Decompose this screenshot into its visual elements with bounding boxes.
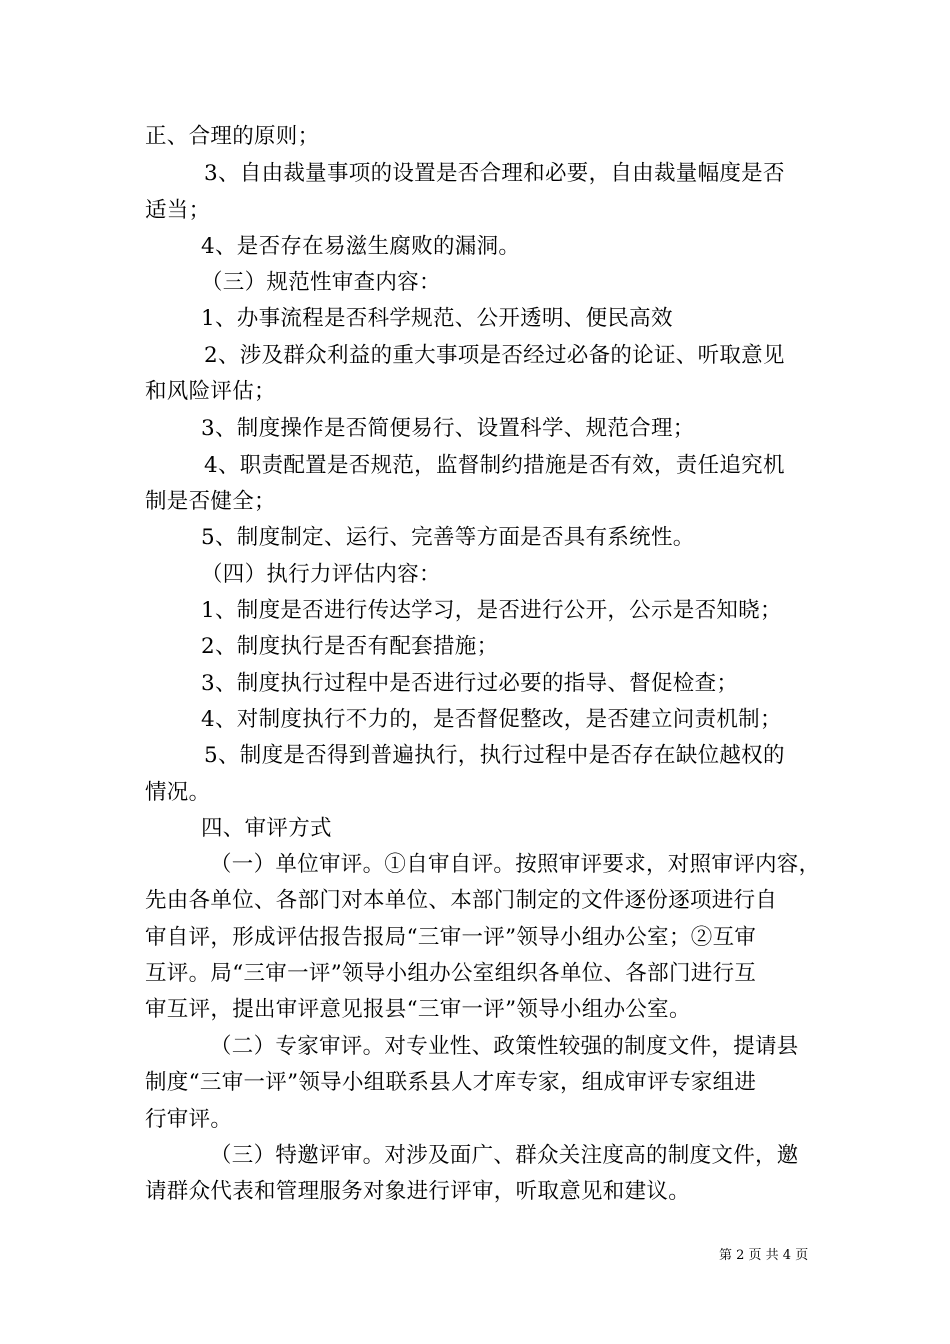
text-line: 4、对制度执行不力的，是否督促整改，是否建立问责机制； [201, 707, 782, 732]
text-line: （三）特邀评审。对涉及面广、群众关注度高的制度文件，邀 [210, 1143, 799, 1168]
text-line: 正、合理的原则； [145, 124, 320, 149]
text-line: 3、自由裁量事项的设置是否合理和必要，自由裁量幅度是否 [204, 161, 785, 186]
text-line: 3、制度执行过程中是否进行过必要的指导、督促检查； [201, 671, 739, 696]
text-line: 制是否健全； [145, 489, 276, 514]
text-line: 请群众代表和管理服务对象进行评审，听取意见和建议。 [145, 1179, 691, 1204]
text-line: 4、是否存在易滋生腐败的漏洞。 [201, 234, 521, 259]
text-line: （一）单位审评。①自审自评。按照审评要求，对照审评内容， [210, 852, 821, 877]
text-line: （三）规范性审查内容： [201, 270, 441, 295]
text-line: 1、办事流程是否科学规范、公开透明、便民高效 [201, 306, 673, 331]
text-line: 情况。 [145, 780, 211, 805]
text-line: 3、制度操作是否简便易行、设置科学、规范合理； [201, 416, 695, 441]
text-line: 5、制度制定、运行、完善等方面是否具有系统性。 [201, 525, 695, 550]
section-heading: 四、审评方式 [201, 816, 332, 841]
text-line: 制度“三审一评”领导小组联系县人才库专家，组成审评专家组进 [145, 1070, 757, 1095]
text-line: 审互评，提出审评意见报县“三审一评”领导小组办公室。 [145, 997, 691, 1022]
text-line: 5、制度是否得到普遍执行，执行过程中是否存在缺位越权的 [204, 743, 785, 768]
text-line: （四）执行力评估内容： [201, 562, 441, 587]
text-line: 互评。局“三审一评”领导小组办公室组织各单位、各部门进行互 [145, 961, 757, 986]
page-number: 第 2 页 共 4 页 [719, 1248, 809, 1263]
text-line: 行审评。 [145, 1107, 233, 1132]
text-line: 2、涉及群众利益的重大事项是否经过必备的论证、听取意见 [204, 343, 785, 368]
text-line: 审自评，形成评估报告报局“三审一评”领导小组办公室；②互审 [145, 925, 757, 950]
text-line: （二）专家审评。对专业性、政策性较强的制度文件，提请县 [210, 1034, 799, 1059]
text-line: 先由各单位、各部门对本单位、本部门制定的文件逐份逐项进行自 [145, 888, 778, 913]
text-line: 2、制度执行是否有配套措施； [201, 634, 499, 659]
text-line: 1、制度是否进行传达学习，是否进行公开，公示是否知晓； [201, 598, 782, 623]
text-line: 4、职责配置是否规范，监督制约措施是否有效，责任追究机 [204, 453, 785, 478]
text-line: 和风险评估； [145, 379, 276, 404]
text-line: 适当； [145, 198, 211, 223]
